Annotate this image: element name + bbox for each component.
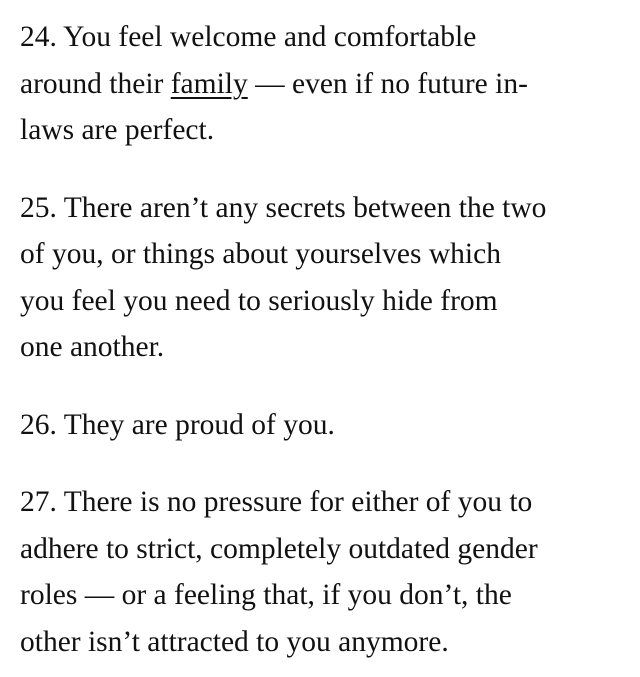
text-line: 25. There aren’t any secrets between the two (20, 191, 547, 224)
text-line: 26. They are proud of you. (20, 408, 335, 441)
text-line: adhere to strict, completely outdated gender (20, 532, 538, 565)
text-segment: — even if no future in- (247, 67, 528, 100)
text-line: you feel you need to seriously hide from (20, 284, 498, 317)
text-segment: around their (20, 67, 171, 100)
list-item-27 (20, 479, 620, 665)
list-item-25 (20, 185, 620, 371)
family-link[interactable]: family (170, 67, 248, 100)
article-body (20, 14, 620, 665)
text-line: one another. (20, 331, 165, 363)
text-line: laws are perfect. (20, 114, 215, 146)
text-line: 24. You feel welcome and comfortable (20, 21, 477, 53)
text-line: other isn’t attracted to you anymore. (20, 625, 449, 658)
text-line: roles — or a feeling that, if you don’t, the (20, 579, 512, 611)
text-line (20, 61, 620, 108)
list-item-26 (20, 402, 620, 449)
text-line: of you, or things about yourselves which (20, 238, 501, 270)
text-line: 27. There is no pressure for either of you to (20, 486, 533, 518)
list-item-24 (20, 14, 620, 154)
